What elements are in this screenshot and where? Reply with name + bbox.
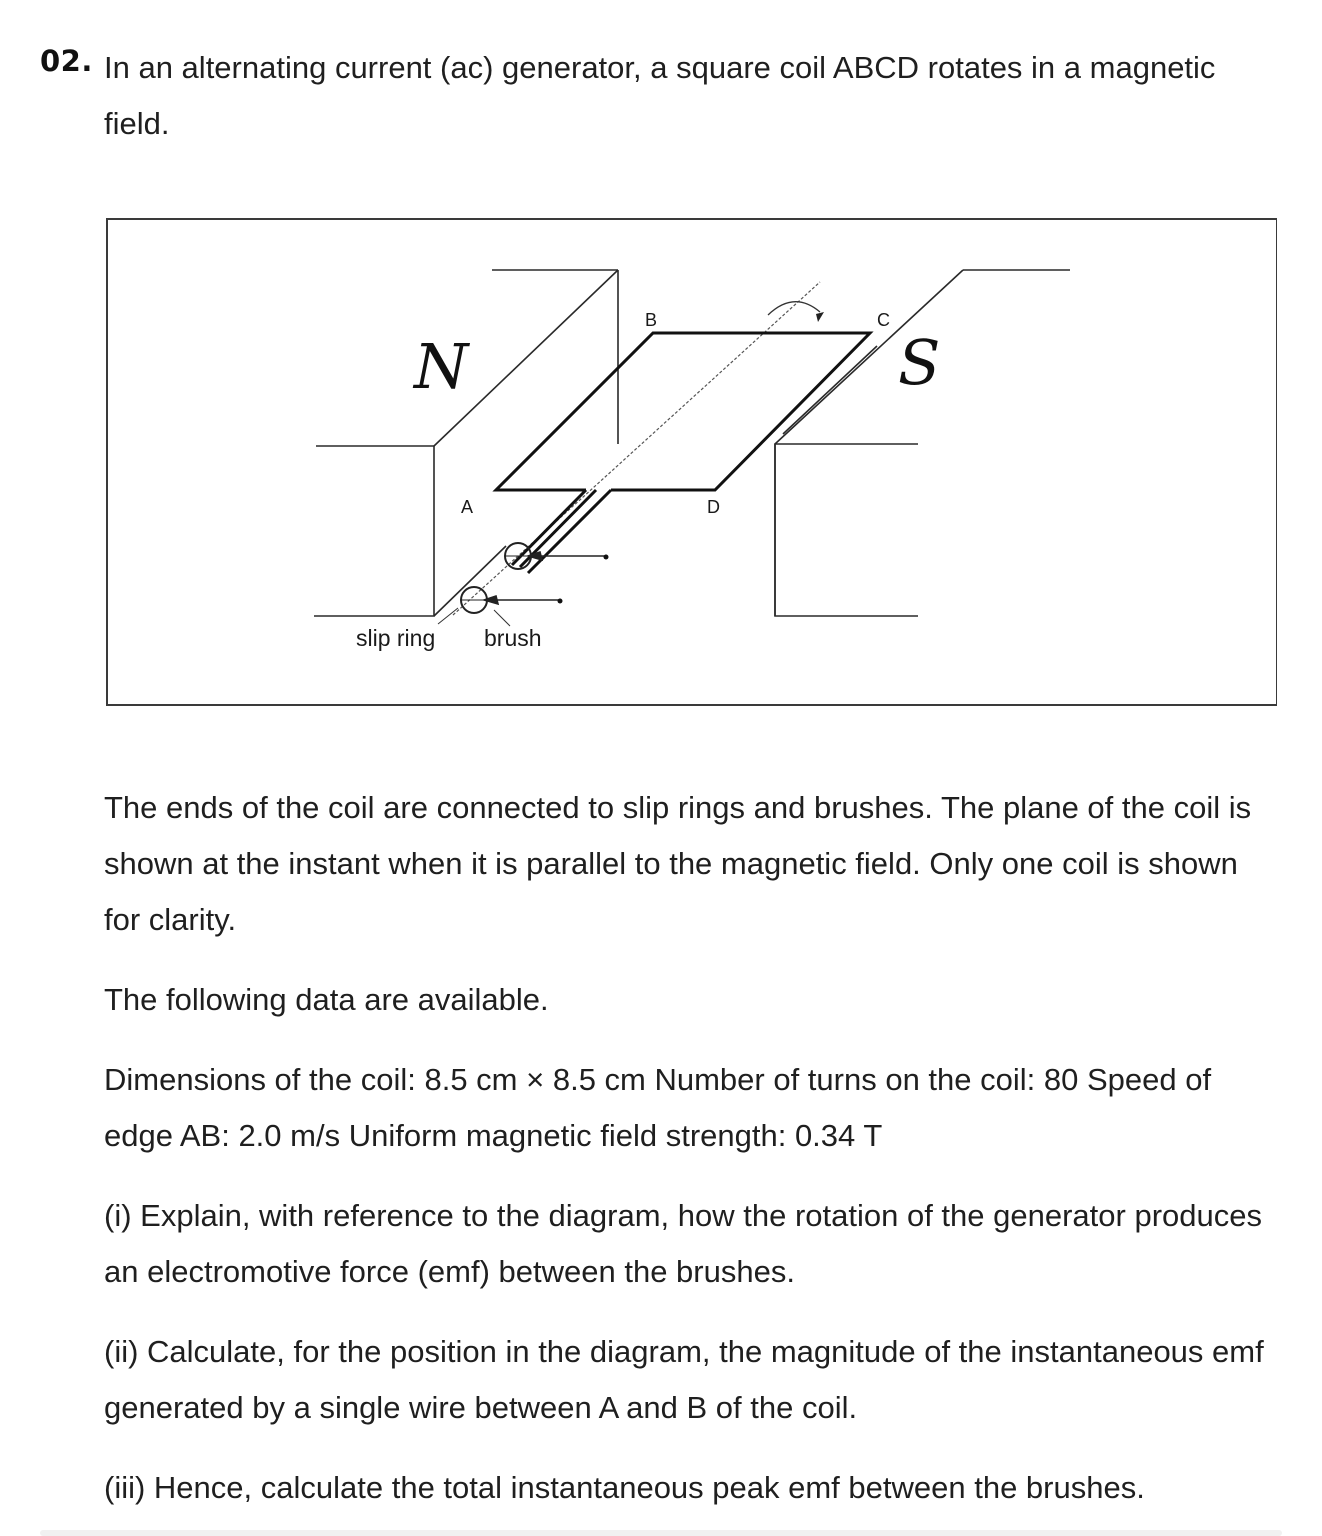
coil-abcd: [496, 333, 870, 573]
brushes: [484, 552, 606, 604]
divider: [40, 1530, 1282, 1536]
question-number: 02.: [40, 44, 93, 78]
corner-c-label: C: [877, 310, 890, 330]
question-stem: In an alternating current (ac) generator, a square coil ABCD rotates in a magnetic field.: [104, 50, 1216, 141]
part-i: (i) Explain, with reference to the diagram, how the rotation of the generator produces an electromotive force (emf) between the brushes.: [104, 1198, 1262, 1289]
rotation-arrow: [768, 302, 820, 315]
part-ii: (ii) Calculate, for the position in the diagram, the magnitude of the instantaneous emf generated by a single wire between A and B of the coil.: [104, 1334, 1264, 1425]
south-magnet: [775, 270, 1070, 616]
corner-b-label: B: [645, 310, 658, 330]
north-magnet: [314, 270, 618, 616]
data-values: Dimensions of the coil: 8.5 cm × 8.5 cm Number of turns on the coil: 80 Speed of edge AB: 2.0 m/s Uniform magnetic field strength: 0.34 T: [104, 1062, 1212, 1153]
slip-ring-label: slip ring: [356, 625, 436, 651]
context-paragraph: The ends of the coil are connected to slip rings and brushes. The plane of the coil is shown at the instant when it is parallel to the magnetic field. Only one coil is shown for clarity.: [104, 790, 1252, 937]
south-pole-label: S: [898, 326, 941, 399]
part-iii: (iii) Hence, calculate the total instantaneous peak emf between the brushes.: [104, 1470, 1145, 1505]
brush-label: brush: [484, 625, 542, 651]
generator-diagram: [106, 218, 1277, 706]
data-intro: The following data are available.: [104, 982, 549, 1017]
corner-a-label: A: [461, 497, 474, 517]
corner-d-label: D: [707, 497, 720, 517]
north-pole-label: N: [414, 330, 469, 403]
